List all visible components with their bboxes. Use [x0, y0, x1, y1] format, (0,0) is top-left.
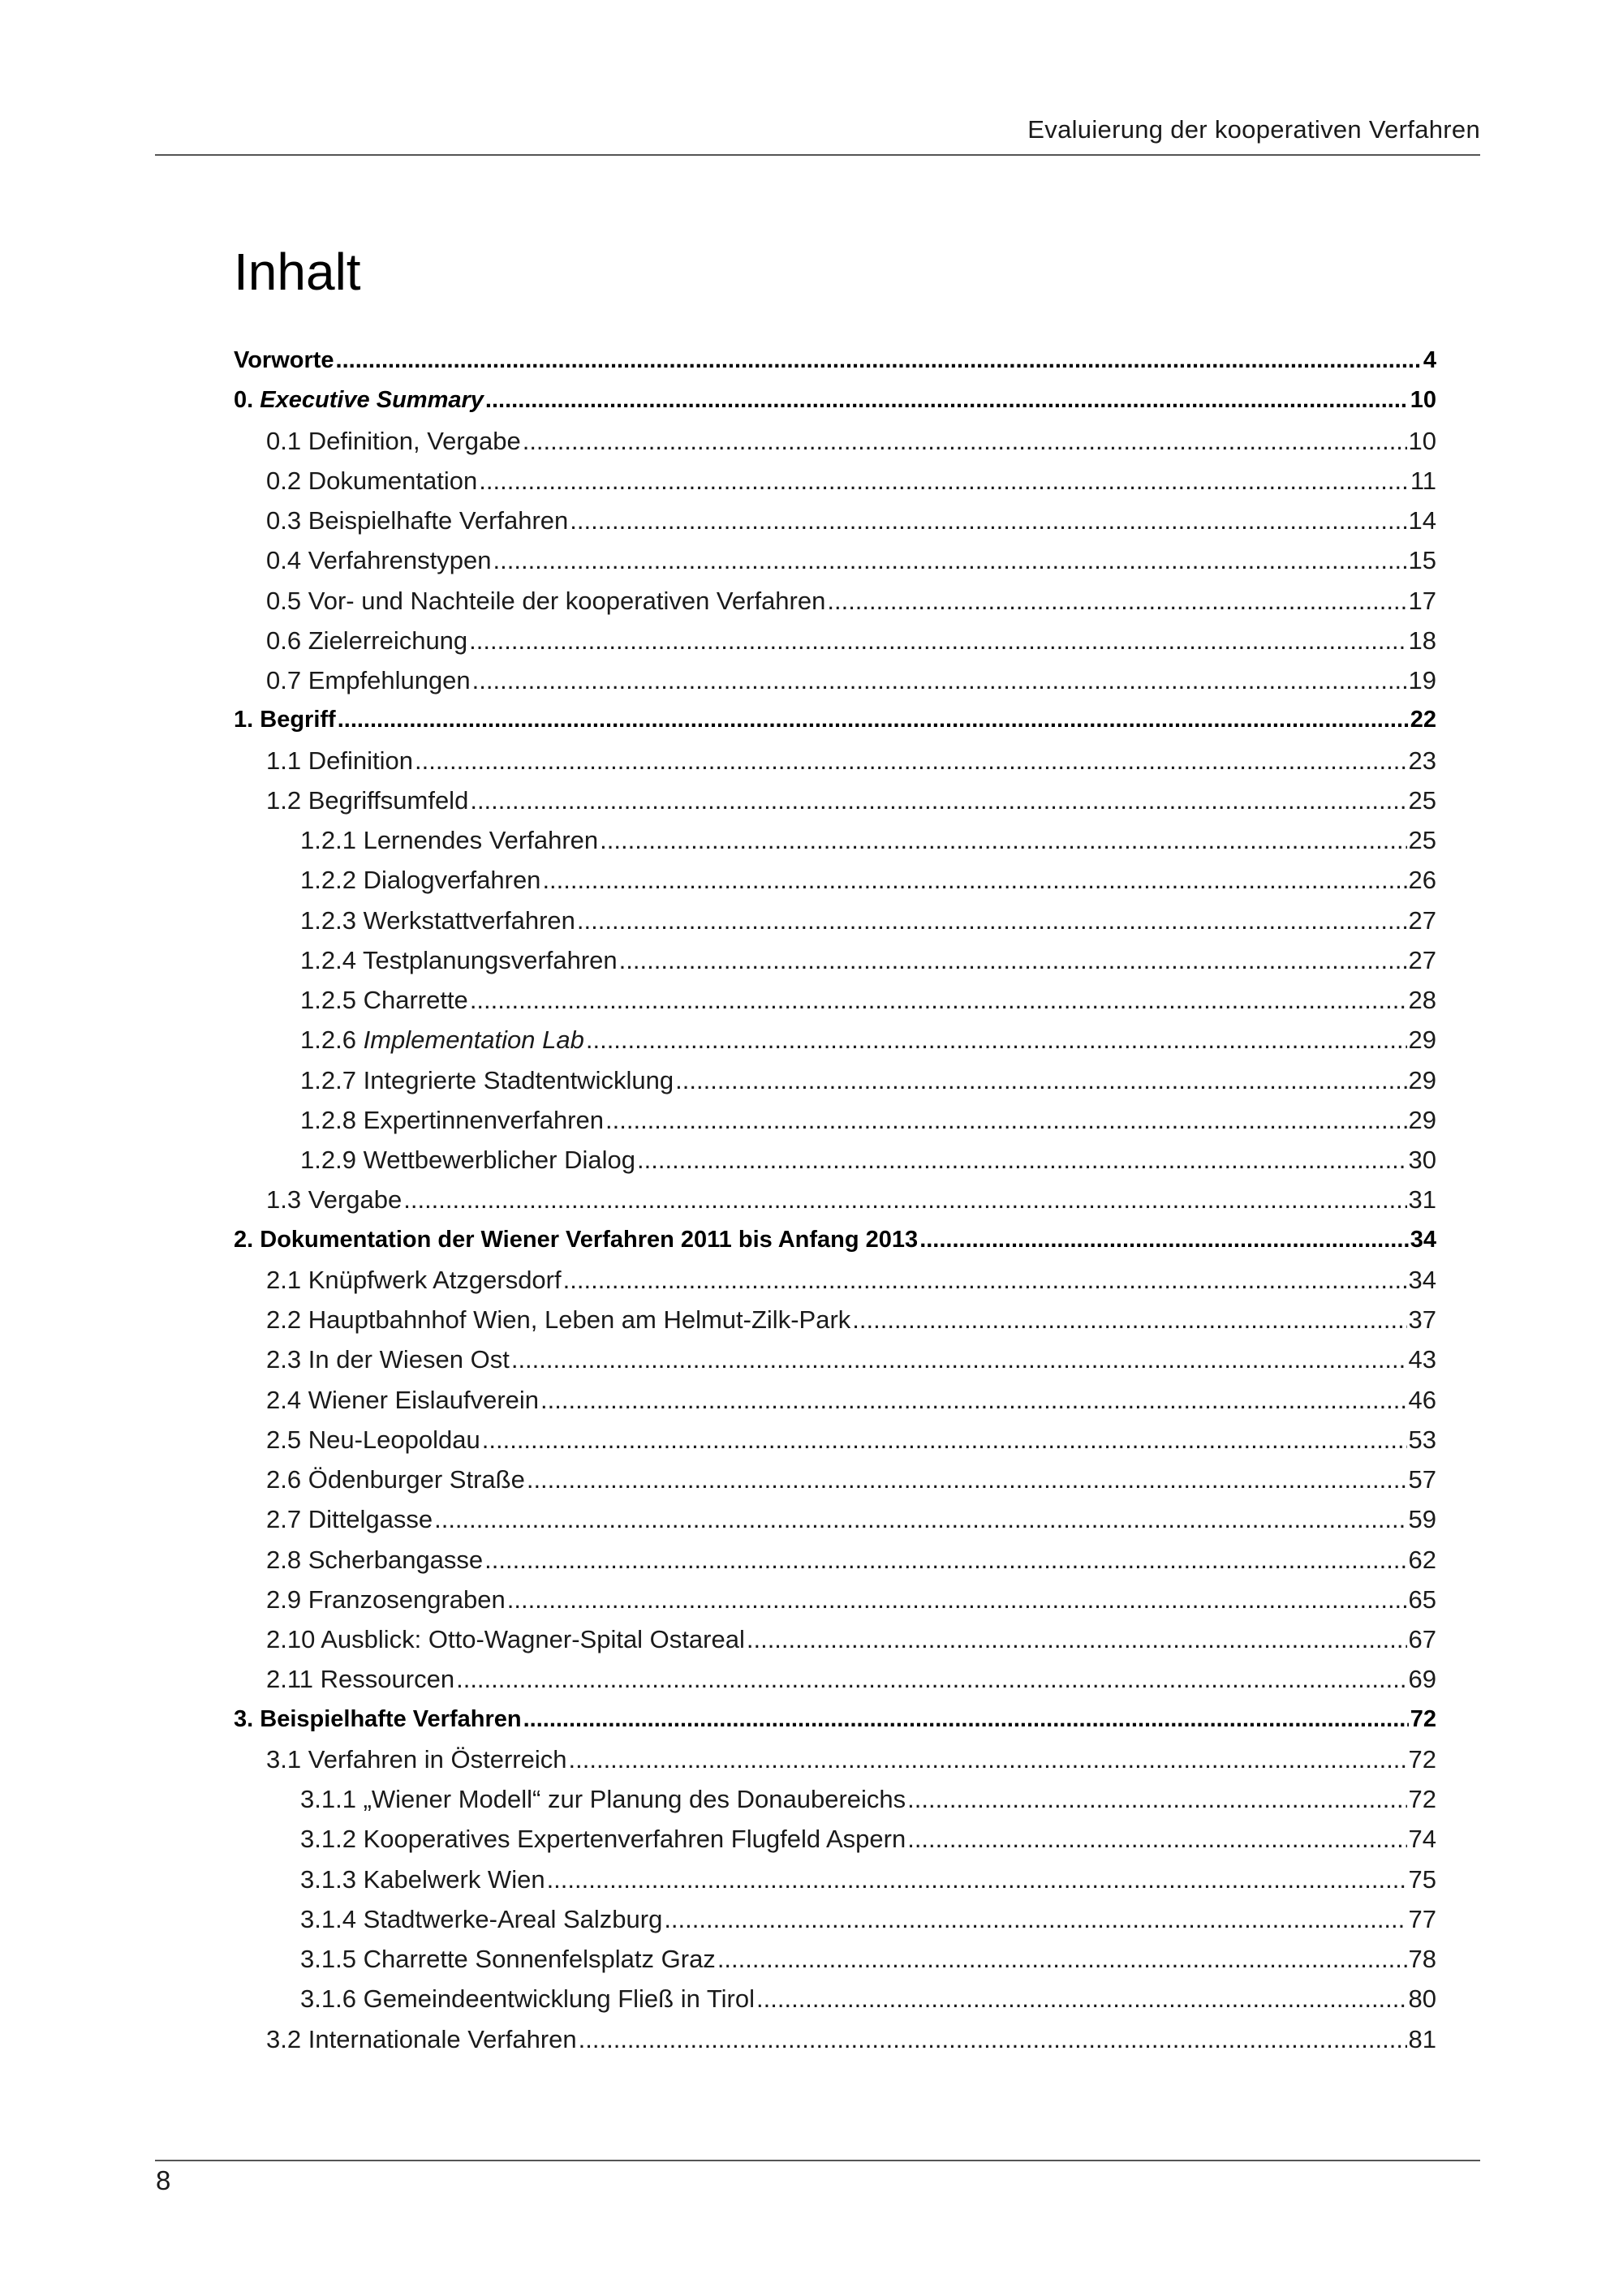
toc-entry[interactable] — [234, 1420, 1436, 1460]
dot-leader — [605, 1100, 1407, 1140]
toc-entry-title: Charrette Sonnenfelsplatz Graz — [363, 1945, 716, 1973]
toc-entry-label — [266, 581, 825, 621]
toc-entry-label — [266, 741, 413, 780]
toc-entry-number: 0.3 — [266, 506, 302, 535]
toc-entry-page: 59 — [1408, 1505, 1436, 1534]
toc-entry-page: 25 — [1408, 826, 1436, 854]
toc-entry-label — [266, 660, 471, 700]
toc-entry-label — [266, 461, 477, 501]
toc-entry-label — [266, 1300, 850, 1339]
toc-entry-page: 57 — [1408, 1465, 1436, 1494]
toc-entry-page: 77 — [1408, 1904, 1436, 1933]
page-number: 8 — [156, 2165, 171, 2195]
toc-entry-title: Vor- und Nachteile der kooperativen Verfahren — [308, 586, 826, 615]
toc-entry-page: 14 — [1408, 506, 1436, 535]
toc-entry-label — [266, 1739, 567, 1779]
toc-entry-title: Expertinnenverfahren — [363, 1105, 604, 1134]
dot-leader — [907, 1819, 1406, 1859]
toc-entry-page: 65 — [1408, 1584, 1436, 1614]
header-rule — [155, 154, 1480, 156]
toc-entry-number: 3.1.6 — [300, 1984, 356, 2014]
toc-entry[interactable] — [234, 1180, 1436, 1219]
toc-entry-title: Ressourcen — [320, 1665, 455, 1694]
toc-entry-page: 29 — [1408, 1105, 1436, 1134]
toc-entry[interactable] — [234, 621, 1436, 660]
toc-entry-page: 34 — [1410, 1226, 1436, 1253]
toc-entry-page: 72 — [1410, 1705, 1436, 1732]
toc-entry-label — [300, 1100, 604, 1140]
toc-entry-label — [300, 1939, 716, 1979]
toc-entry-label — [266, 1460, 525, 1499]
toc-entry[interactable] — [234, 1819, 1436, 1859]
toc-entry-page: 67 — [1408, 1625, 1436, 1653]
toc-entry-page: 62 — [1408, 1545, 1436, 1574]
toc-entry-number: 1.2.9 — [300, 1146, 356, 1174]
toc-entry-title: Kabelwerk Wien — [363, 1864, 545, 1894]
toc-entry-page: 75 — [1408, 1864, 1436, 1894]
dot-leader — [485, 381, 1409, 420]
dot-leader — [470, 980, 1407, 1020]
toc-entry-number: 1. — [234, 707, 254, 733]
toc-entry[interactable] — [234, 1020, 1436, 1060]
toc-entry-title: Zielerreichung — [308, 626, 468, 655]
toc-entry-page: 22 — [1410, 707, 1436, 733]
toc-entry-number: 1.2.3 — [300, 905, 356, 935]
toc-entry-number: 0.1 — [266, 426, 302, 455]
toc-entry-label — [266, 1659, 454, 1699]
toc-entry[interactable] — [234, 501, 1436, 540]
toc-entry[interactable] — [234, 1060, 1436, 1100]
dot-leader — [434, 1499, 1406, 1539]
toc-entry-label — [300, 1060, 674, 1100]
toc-entry-label — [300, 1020, 584, 1060]
dot-leader — [472, 660, 1407, 700]
toc-entry-title: Begriffsumfeld — [308, 785, 469, 815]
toc-entry-page: 18 — [1408, 626, 1436, 655]
toc-entry-page: 34 — [1408, 1265, 1436, 1294]
toc-entry-number: 3.1.5 — [300, 1945, 356, 1973]
toc-entry-title: Vergabe — [308, 1185, 403, 1215]
toc-entry-title: Werkstattverfahren — [363, 905, 575, 935]
dot-leader — [511, 1339, 1407, 1379]
toc-entry-page: 19 — [1408, 666, 1436, 694]
toc-entry-label — [234, 381, 484, 420]
toc-entry-title: Implementation Lab — [363, 1025, 584, 1055]
toc-entry-page: 15 — [1408, 546, 1436, 575]
dot-leader — [747, 1619, 1407, 1659]
toc-entry-number: Vorworte — [234, 347, 334, 373]
toc-entry-label — [300, 901, 575, 940]
toc-entry-title: Verfahren in Österreich — [308, 1744, 567, 1774]
toc-entry-number: 0.4 — [266, 546, 302, 575]
toc-entry-page: 29 — [1408, 1065, 1436, 1094]
toc-entry-title: Stadtwerke-Areal Salzburg — [363, 1904, 663, 1933]
toc-entry-number: 0.2 — [266, 466, 302, 495]
toc-entry[interactable] — [234, 1499, 1436, 1539]
toc-entry[interactable] — [234, 780, 1436, 820]
toc-entry-label — [266, 1260, 562, 1300]
toc-entry-label — [300, 820, 598, 860]
dot-leader — [717, 1939, 1407, 1979]
dot-leader — [523, 1700, 1409, 1739]
toc-entry-title: „Wiener Modell“ zur Planung des Donaubereichs — [363, 1785, 906, 1813]
toc-entry-title: Dialogverfahren — [363, 866, 541, 895]
toc-entry[interactable] — [234, 1300, 1436, 1339]
toc-entry-number: 2.4 — [266, 1385, 302, 1414]
toc-entry[interactable] — [234, 2019, 1436, 2059]
dot-leader — [756, 1979, 1407, 2019]
toc-entry[interactable] — [234, 1619, 1436, 1659]
toc-entry-number: 1.2.6 — [300, 1025, 356, 1055]
toc-entry[interactable] — [234, 980, 1436, 1020]
toc-entry-title: Ausblick: Otto-Wagner-Spital Ostareal — [321, 1625, 745, 1653]
toc-entry-page: 53 — [1408, 1425, 1436, 1454]
toc-entry[interactable] — [234, 820, 1436, 860]
running-header: Evaluierung der kooperativen Verfahren — [1027, 115, 1480, 144]
toc-entry[interactable] — [234, 581, 1436, 621]
dot-leader — [586, 1020, 1407, 1060]
dot-leader — [482, 1420, 1407, 1460]
footer-rule — [155, 2160, 1480, 2161]
toc-entry-label — [266, 421, 521, 461]
toc-entry-title: Gemeindeentwicklung Fließ in Tirol — [363, 1984, 756, 2014]
toc-entry-number: 1.2 — [266, 785, 302, 815]
toc-entry-title: Executive Summary — [260, 387, 484, 414]
dot-leader — [469, 621, 1406, 660]
toc-entry[interactable] — [234, 1140, 1436, 1180]
toc-entry-page: 30 — [1408, 1146, 1436, 1174]
toc-entry-title: Definition, Vergabe — [308, 426, 521, 455]
dot-leader — [907, 1779, 1406, 1819]
toc-entry-number: 2.5 — [266, 1425, 302, 1454]
toc-entry-label — [300, 980, 468, 1020]
toc-entry-page: 28 — [1408, 986, 1436, 1014]
toc-entry-title: Dokumentation der Wiener Verfahren 2011 bis Anfang 2013 — [260, 1226, 919, 1253]
dot-leader — [919, 1220, 1409, 1260]
dot-leader — [338, 700, 1409, 740]
dot-leader — [827, 581, 1406, 621]
toc-entry-page: 46 — [1408, 1385, 1436, 1414]
page-title: Inhalt — [234, 243, 361, 301]
toc-entry-title: Begriff — [260, 707, 336, 733]
toc-entry-number: 2. — [234, 1226, 254, 1253]
toc-entry[interactable] — [234, 1339, 1436, 1379]
toc-entry-page: 10 — [1410, 387, 1436, 414]
toc-entry-number: 1.3 — [266, 1185, 302, 1215]
toc-entry-label — [266, 540, 492, 580]
toc-entry[interactable] — [234, 1100, 1436, 1140]
dot-leader — [675, 1060, 1406, 1100]
toc-entry-label — [300, 1860, 545, 1899]
dot-leader — [470, 780, 1406, 820]
toc-entry-page: 26 — [1408, 866, 1436, 895]
toc-entry-title: Dokumentation — [308, 466, 478, 495]
toc-entry-number: 1.2.5 — [300, 986, 356, 1014]
toc-entry-page: 69 — [1408, 1665, 1436, 1694]
toc-entry-title: Kooperatives Expertenverfahren Flugfeld Aspern — [363, 1825, 906, 1854]
toc-entry-title: Franzosengraben — [308, 1584, 506, 1614]
dot-leader — [479, 461, 1409, 501]
toc-entry-number: 2.8 — [266, 1545, 302, 1574]
toc-entry-label — [300, 940, 618, 980]
toc-entry[interactable] — [234, 1700, 1436, 1739]
toc-entry-page: 4 — [1423, 347, 1436, 373]
toc-entry[interactable] — [234, 540, 1436, 580]
toc-entry[interactable] — [234, 1540, 1436, 1580]
toc-entry-title: Integrierte Stadtentwicklung — [363, 1065, 674, 1094]
toc-entry-title: Dittelgasse — [308, 1505, 433, 1534]
toc-entry-title: Hauptbahnhof Wien, Leben am Helmut-Zilk-Park — [308, 1305, 851, 1334]
dot-leader — [493, 540, 1407, 580]
toc-entry-page: 74 — [1408, 1825, 1436, 1854]
toc-entry-page: 43 — [1408, 1345, 1436, 1374]
dot-leader — [563, 1260, 1407, 1300]
toc-entry-title: Scherbangasse — [308, 1545, 484, 1574]
toc-entry[interactable] — [234, 700, 1436, 740]
toc-entry-label — [266, 780, 468, 820]
toc-entry-number: 0. — [234, 387, 254, 414]
toc-entry[interactable] — [234, 421, 1436, 461]
toc-entry-label — [300, 1819, 906, 1859]
toc-entry-title: Knüpfwerk Atzgersdorf — [308, 1265, 562, 1294]
toc-entry-number: 1.2.7 — [300, 1065, 356, 1094]
toc-entry-label — [300, 1779, 906, 1819]
dot-leader — [456, 1659, 1406, 1699]
dot-leader — [852, 1300, 1406, 1339]
toc-entry[interactable] — [234, 1939, 1436, 1979]
dot-leader — [484, 1540, 1406, 1580]
dot-leader — [664, 1899, 1406, 1939]
toc-entry-page: 29 — [1408, 1025, 1436, 1055]
toc-entry[interactable] — [234, 1220, 1436, 1260]
dot-leader — [403, 1180, 1406, 1219]
toc-entry-label — [234, 1220, 918, 1260]
toc-entry-page: 31 — [1408, 1185, 1436, 1215]
toc-entry-label — [266, 1339, 510, 1379]
toc-entry-number: 0.6 — [266, 626, 302, 655]
toc-entry-label — [234, 700, 336, 740]
dot-leader — [619, 940, 1407, 980]
toc-entry-label — [266, 1580, 506, 1619]
toc-entry[interactable] — [234, 660, 1436, 700]
toc-entry-label — [266, 1420, 480, 1460]
dot-leader — [600, 820, 1406, 860]
toc-entry[interactable] — [234, 461, 1436, 501]
toc-entry-page: 80 — [1408, 1984, 1436, 2014]
toc-entry-number: 2.11 — [266, 1665, 314, 1694]
toc-entry-title: Charrette — [363, 986, 468, 1014]
dot-leader — [570, 501, 1406, 540]
toc-entry-page: 10 — [1408, 426, 1436, 455]
toc-entry-label — [300, 860, 540, 900]
toc-entry-label — [300, 1140, 635, 1180]
toc-entry-title: Neu-Leopoldau — [308, 1425, 480, 1454]
toc-entry[interactable] — [234, 381, 1436, 420]
toc-entry[interactable] — [234, 1380, 1436, 1420]
toc-entry-title: Empfehlungen — [308, 666, 471, 694]
toc-entry-page: 78 — [1408, 1945, 1436, 1973]
toc-entry[interactable] — [234, 940, 1436, 980]
toc-entry-page: 27 — [1408, 905, 1436, 935]
dot-leader — [415, 741, 1407, 780]
toc-entry-number: 1.2.8 — [300, 1105, 356, 1134]
toc-entry-title: Beispielhafte Verfahren — [308, 506, 569, 535]
toc-entry-number: 3.1.4 — [300, 1904, 356, 1933]
dot-leader — [577, 901, 1407, 940]
toc-entry[interactable] — [234, 1460, 1436, 1499]
dot-leader — [637, 1140, 1407, 1180]
toc-entry-page: 17 — [1408, 586, 1436, 615]
toc-entry-number: 2.10 — [266, 1625, 316, 1653]
toc-entry[interactable] — [234, 1580, 1436, 1619]
toc-entry-label — [266, 1540, 483, 1580]
toc-entry-label — [266, 501, 568, 540]
dot-leader — [569, 1739, 1407, 1779]
toc-entry-title: Verfahrenstypen — [308, 546, 492, 575]
toc-entry-page: 72 — [1408, 1744, 1436, 1774]
toc-entry[interactable] — [234, 1899, 1436, 1939]
toc-entry-label — [300, 1979, 755, 2019]
toc-entry-title: Beispielhafte Verfahren — [260, 1705, 522, 1732]
toc-entry-label — [266, 1380, 539, 1420]
toc-entry-number: 3.1 — [266, 1744, 302, 1774]
dot-leader — [507, 1580, 1407, 1619]
toc-entry-label — [266, 1499, 433, 1539]
toc-entry-number: 3.1.3 — [300, 1864, 356, 1894]
toc-entry-title: Wiener Eislaufverein — [308, 1385, 540, 1414]
toc-entry-number: 2.2 — [266, 1305, 302, 1334]
toc-entry-title: Testplanungsverfahren — [363, 945, 618, 974]
toc-entry-number: 2.3 — [266, 1345, 302, 1374]
toc-entry-number: 3. — [234, 1705, 254, 1732]
toc-entry-page: 72 — [1408, 1785, 1436, 1813]
toc-entry-number: 2.7 — [266, 1505, 302, 1534]
toc-entry-number: 2.9 — [266, 1584, 302, 1614]
toc-entry-number: 3.2 — [266, 2024, 302, 2053]
toc-entry[interactable] — [234, 1779, 1436, 1819]
toc-entry-page: 11 — [1410, 466, 1436, 495]
toc-entry-label — [266, 2019, 577, 2059]
toc-entry-number: 0.7 — [266, 666, 302, 694]
toc-entry[interactable] — [234, 1739, 1436, 1779]
toc-entry-label — [300, 1899, 662, 1939]
toc-entry[interactable] — [234, 741, 1436, 780]
toc-entry-page: 25 — [1408, 785, 1436, 815]
table-of-contents — [234, 341, 1436, 2059]
toc-entry-title: In der Wiesen Ost — [308, 1345, 510, 1374]
toc-entry-number: 2.1 — [266, 1265, 302, 1294]
toc-entry-number: 3.1.2 — [300, 1825, 356, 1854]
toc-entry-label — [234, 341, 334, 381]
dot-leader — [579, 2019, 1407, 2059]
toc-entry-page: 27 — [1408, 945, 1436, 974]
toc-entry-page: 23 — [1408, 746, 1436, 775]
dot-leader — [336, 341, 1422, 381]
toc-entry-number: 1.2.4 — [300, 945, 356, 974]
toc-entry-label — [266, 1180, 402, 1219]
toc-entry[interactable] — [234, 1860, 1436, 1899]
toc-entry-number: 1.2.1 — [300, 826, 356, 854]
dot-leader — [547, 1860, 1407, 1899]
toc-entry-number: 2.6 — [266, 1465, 302, 1494]
toc-entry-title: Wettbewerblicher Dialog — [363, 1146, 635, 1174]
toc-entry[interactable] — [234, 341, 1436, 381]
toc-entry[interactable] — [234, 1260, 1436, 1300]
toc-entry-number: 0.5 — [266, 586, 302, 615]
dot-leader — [542, 860, 1406, 900]
toc-entry-page: 81 — [1408, 2024, 1436, 2053]
toc-entry-title: Definition — [308, 746, 413, 775]
toc-entry-number: 3.1.1 — [300, 1785, 356, 1813]
toc-entry[interactable] — [234, 1659, 1436, 1699]
toc-entry-page: 37 — [1408, 1305, 1436, 1334]
toc-entry[interactable] — [234, 1979, 1436, 2019]
toc-entry-title: Internationale Verfahren — [308, 2024, 577, 2053]
toc-entry-label — [234, 1700, 522, 1739]
dot-leader — [523, 421, 1407, 461]
toc-entry-number: 1.2.2 — [300, 866, 356, 895]
dot-leader — [527, 1460, 1407, 1499]
toc-entry[interactable] — [234, 860, 1436, 900]
toc-entry-label — [266, 1619, 745, 1659]
toc-entry-number: 1.1 — [266, 746, 302, 775]
toc-entry[interactable] — [234, 901, 1436, 940]
dot-leader — [540, 1380, 1406, 1420]
toc-entry-label — [266, 621, 467, 660]
toc-entry-title: Lernendes Verfahren — [363, 826, 599, 854]
toc-entry-title: Ödenburger Straße — [308, 1465, 525, 1494]
